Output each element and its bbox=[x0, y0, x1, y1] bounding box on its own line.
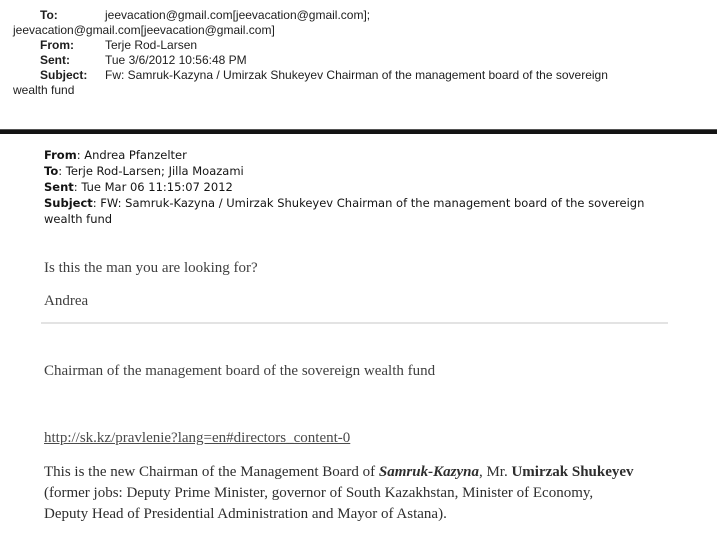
sent-field-value: Tue 3/6/2012 10:56:48 PM bbox=[105, 53, 247, 67]
to-field-value: jeevacation@gmail.com[jeevacation@gmail.com]; jeevacation@gmail.com[jeevacation@gmail.com] bbox=[13, 8, 371, 37]
fwd-header-row-from bbox=[44, 147, 664, 163]
from-field-label: From: bbox=[40, 38, 74, 52]
fwd-header-row-subject bbox=[44, 195, 664, 227]
field-separator: : bbox=[73, 180, 82, 194]
header-row-subject bbox=[13, 68, 625, 98]
sk-kz-hyperlink[interactable]: http://sk.kz/pravlenie?lang=en#directors_content-0 bbox=[44, 430, 351, 446]
fwd-sent-field-label: Sent bbox=[44, 180, 74, 194]
field-separator: : bbox=[76, 148, 85, 162]
fwd-subject-field-value: FW: Samruk-Kazyna / Umirzak Shukeyev Chairman of the management board of the sovereign wealth fund bbox=[44, 196, 645, 226]
link-line bbox=[44, 428, 717, 448]
section-divider bbox=[0, 129, 717, 134]
message-body bbox=[44, 258, 717, 525]
fwd-subject-field-label: Subject bbox=[44, 196, 93, 210]
subject-field-label: Subject: bbox=[40, 68, 88, 82]
outer-email-header bbox=[0, 0, 625, 98]
sender-signature: Andrea bbox=[44, 293, 89, 309]
fwd-from-field-label: From bbox=[44, 148, 77, 162]
body-question-line: Is this the man you are looking for? bbox=[44, 260, 258, 276]
fwd-to-field-value: Terje Rod-Larsen; Jilla Moazami bbox=[65, 164, 244, 178]
fwd-sent-field-value: Tue Mar 06 11:15:07 2012 bbox=[81, 180, 233, 194]
fwd-header-row-to bbox=[44, 163, 664, 179]
fwd-from-field-value: Andrea Pfanzelter bbox=[84, 148, 187, 162]
closing-text-segment: (former jobs: Deputy Prime Minister, governor of South Kazakhstan, Minister of Economy, Deputy Head of Presidential Administration and Mayor of Astana). bbox=[44, 485, 594, 522]
fwd-to-field-label: To bbox=[44, 164, 59, 178]
closing-text-segment: , Mr. bbox=[478, 464, 512, 480]
field-separator: : bbox=[58, 164, 66, 178]
field-separator: : bbox=[92, 196, 101, 210]
header-row-to bbox=[13, 8, 625, 38]
subject-field-value: Fw: Samruk-Kazyna / Umirzak Shukeyev Chairman of the management board of the sovereign wealth fund bbox=[13, 68, 608, 97]
horizontal-rule bbox=[41, 322, 668, 324]
position-title-line: Chairman of the management board of the sovereign wealth fund bbox=[44, 363, 436, 379]
from-field-value: Terje Rod-Larsen bbox=[105, 38, 198, 52]
to-field-label: To: bbox=[40, 8, 58, 22]
forwarded-email-header bbox=[44, 147, 664, 227]
closing-text-segment: Samruk-Kazyna bbox=[378, 464, 479, 480]
closing-text-segment: Umirzak Shukeyev bbox=[511, 464, 634, 480]
header-row-from bbox=[13, 38, 625, 53]
closing-paragraph bbox=[44, 462, 636, 525]
sent-field-label: Sent: bbox=[40, 53, 70, 67]
fwd-header-row-sent bbox=[44, 179, 664, 195]
header-row-sent bbox=[13, 53, 625, 68]
closing-text-segment: This is the new Chairman of the Management Board of bbox=[44, 464, 379, 480]
